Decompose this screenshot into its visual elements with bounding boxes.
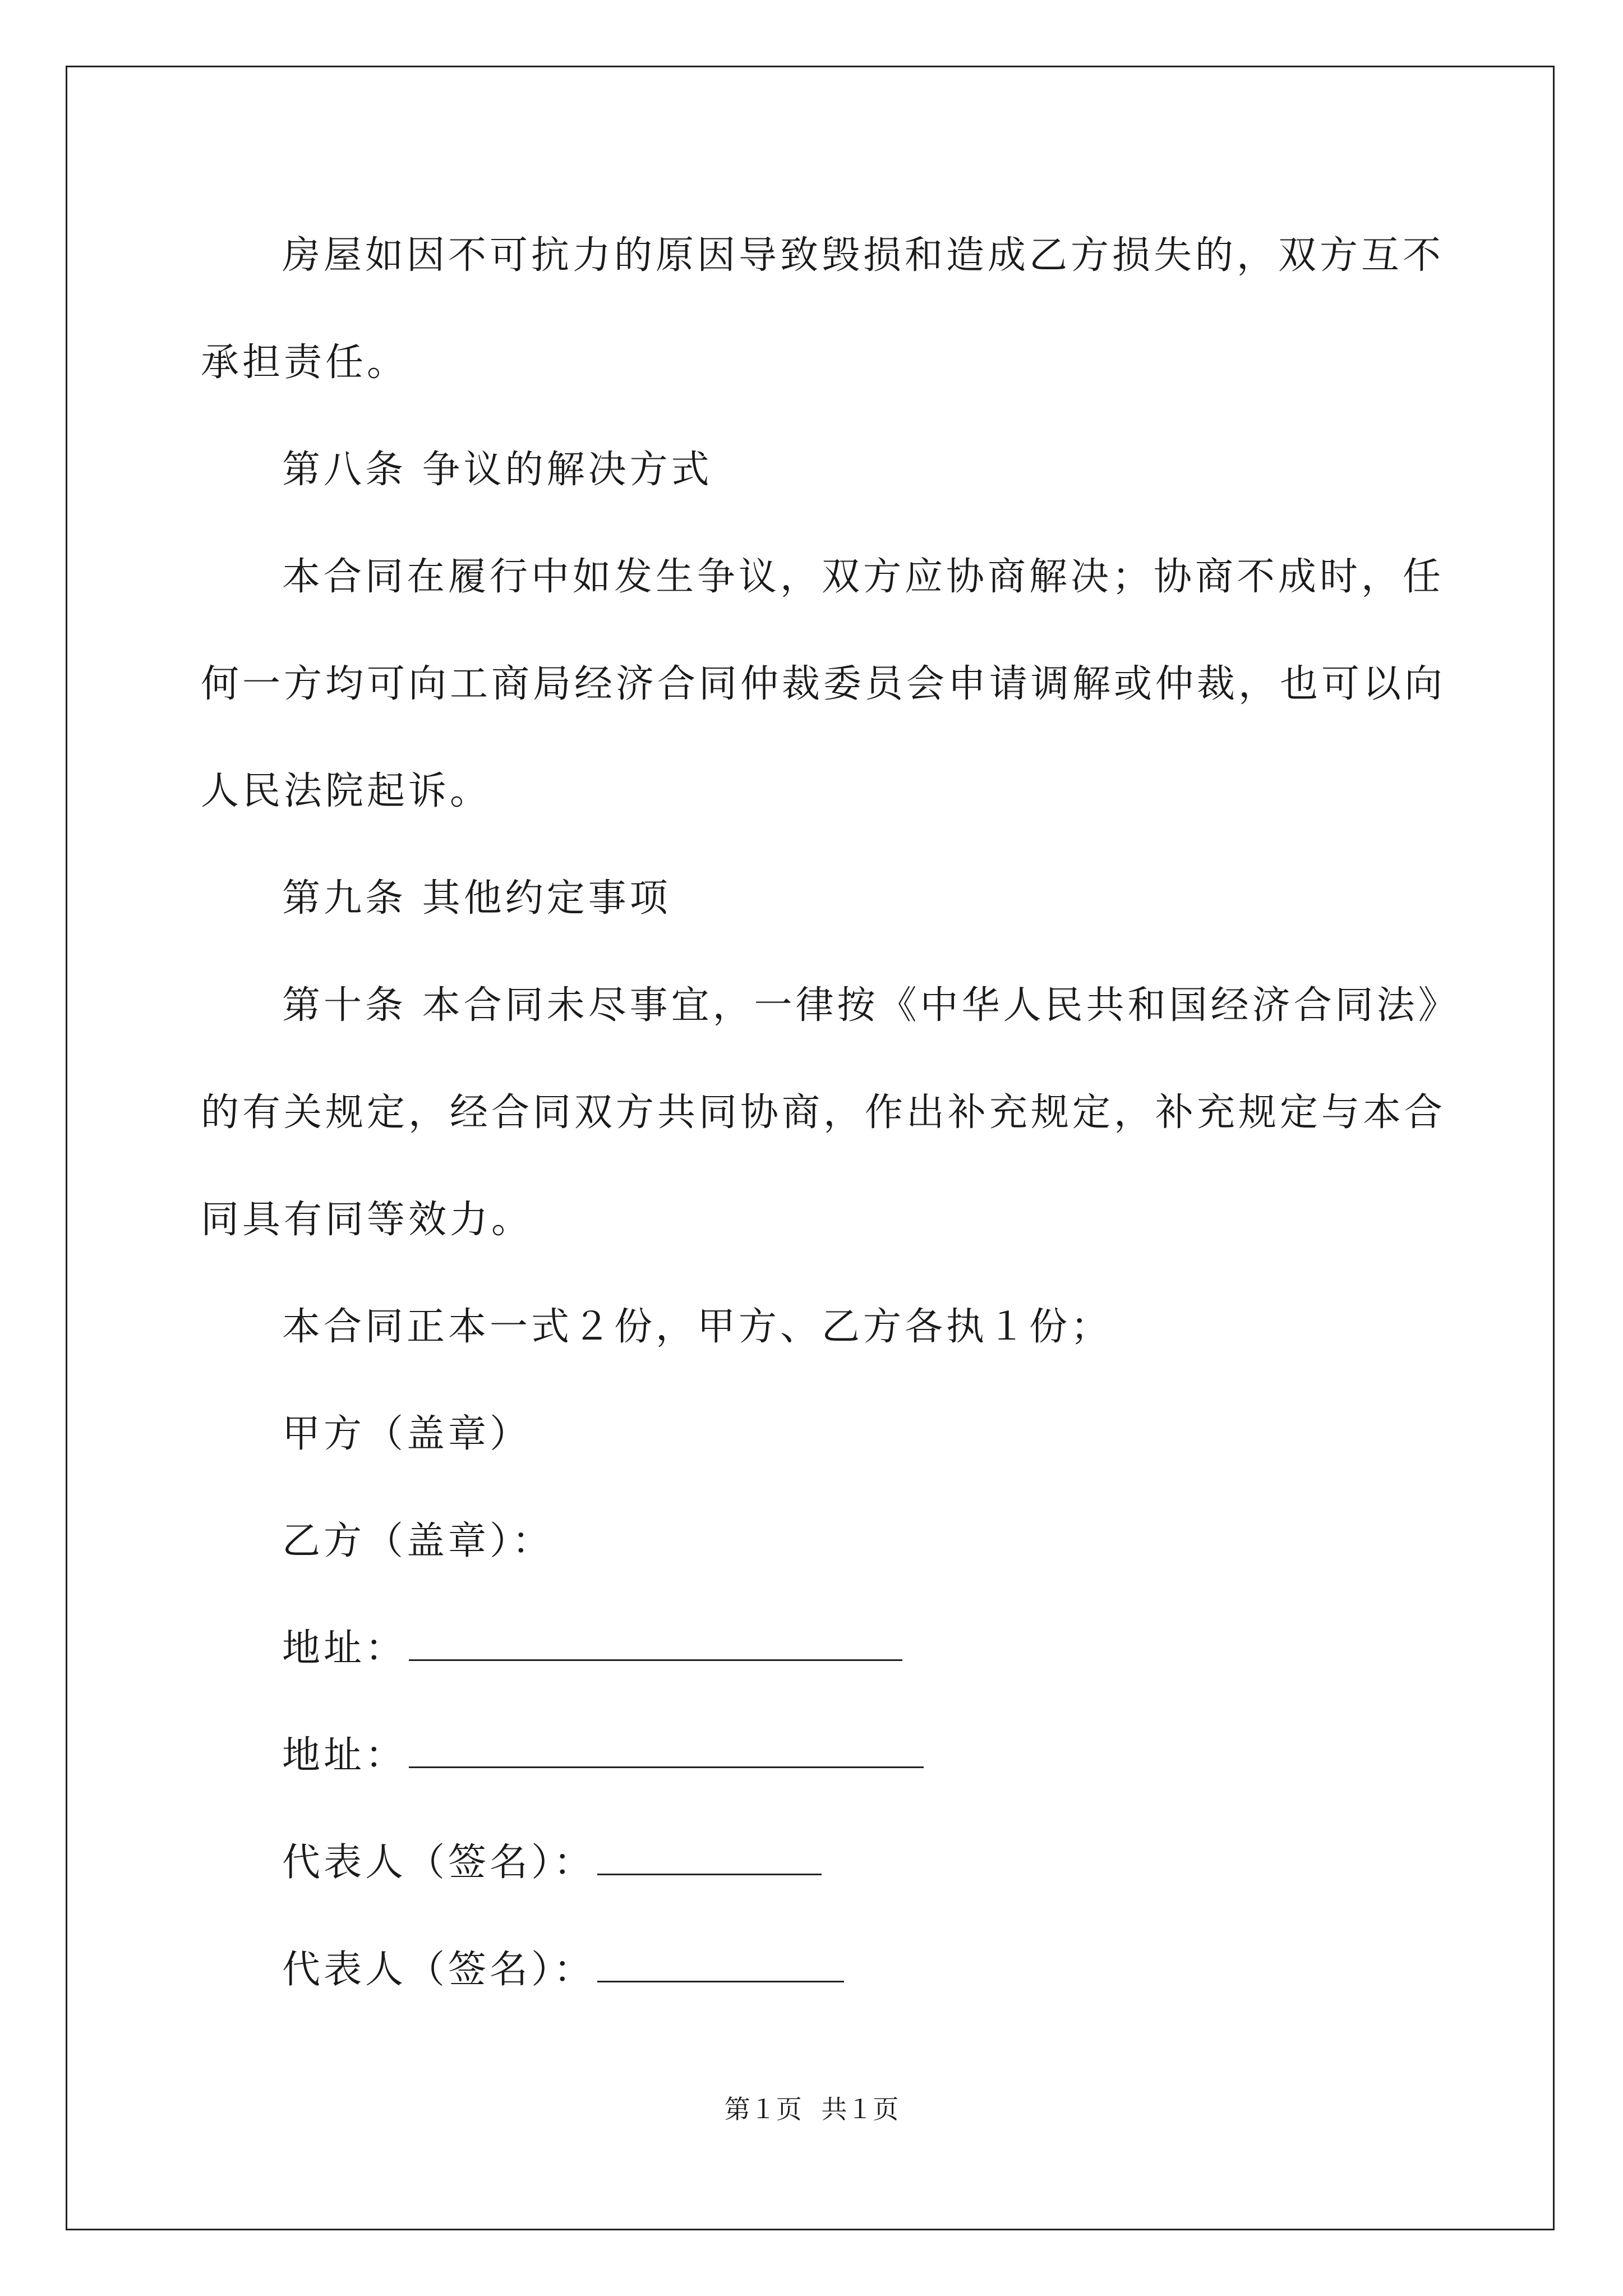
paragraph-force-majeure-line-2: 承担责任。 (201, 341, 409, 385)
copies-clause: 本合同正本一式２份，甲方、乙方各执１份； (282, 1305, 1113, 1349)
paragraph-dispute-line-3: 人民法院起诉。 (201, 769, 492, 813)
address-field-a (201, 1595, 1527, 1702)
article-10-line-2: 的有关规定，经合同双方共同协商，作出补充规定，补充规定与本合 (201, 1091, 1446, 1135)
representative-label-b: 代表人（签名）： (282, 1948, 596, 1992)
page-number-total: 共１页 (821, 2094, 899, 2124)
address-field-b (201, 1702, 1527, 1809)
paragraph-dispute-line-2: 何一方均可向工商局经济合同仲裁委员会申请调解或仲裁，也可以向 (201, 662, 1446, 706)
paragraph-dispute-line-1: 本合同在履行中如发生争议，双方应协商解决；协商不成时，任 (282, 555, 1445, 599)
article-10-line-1: 第十条 本合同未尽事宜，一律按《中华人民共和国经济合同法》 (282, 983, 1460, 1028)
party-a-seal-label: 甲方（盖章） (282, 1412, 532, 1456)
representative-blank-a[interactable] (597, 1844, 822, 1875)
address-blank-a[interactable] (409, 1630, 902, 1661)
article-8-heading: 第八条 争议的解决方式 (282, 448, 713, 492)
representative-label-a: 代表人（签名）： (282, 1841, 596, 1885)
article-10-line-3: 同具有同等效力。 (201, 1198, 533, 1242)
article-9-heading: 第九条 其他约定事项 (282, 876, 671, 921)
address-label-b: 地址： (282, 1733, 407, 1778)
page-footer (0, 2092, 1623, 2126)
party-b-seal-label: 乙方（盖章）： (282, 1519, 554, 1563)
representative-field-a (201, 1809, 1527, 1916)
address-blank-b[interactable] (409, 1737, 924, 1768)
page-number-current: 第１页 (724, 2094, 802, 2124)
representative-blank-b[interactable] (597, 1952, 844, 1982)
paragraph-force-majeure-line-1: 房屋如因不可抗力的原因导致毁损和造成乙方损失的，双方互不 (282, 233, 1445, 278)
address-label-a: 地址： (282, 1626, 407, 1671)
representative-field-b (201, 1916, 1527, 2023)
